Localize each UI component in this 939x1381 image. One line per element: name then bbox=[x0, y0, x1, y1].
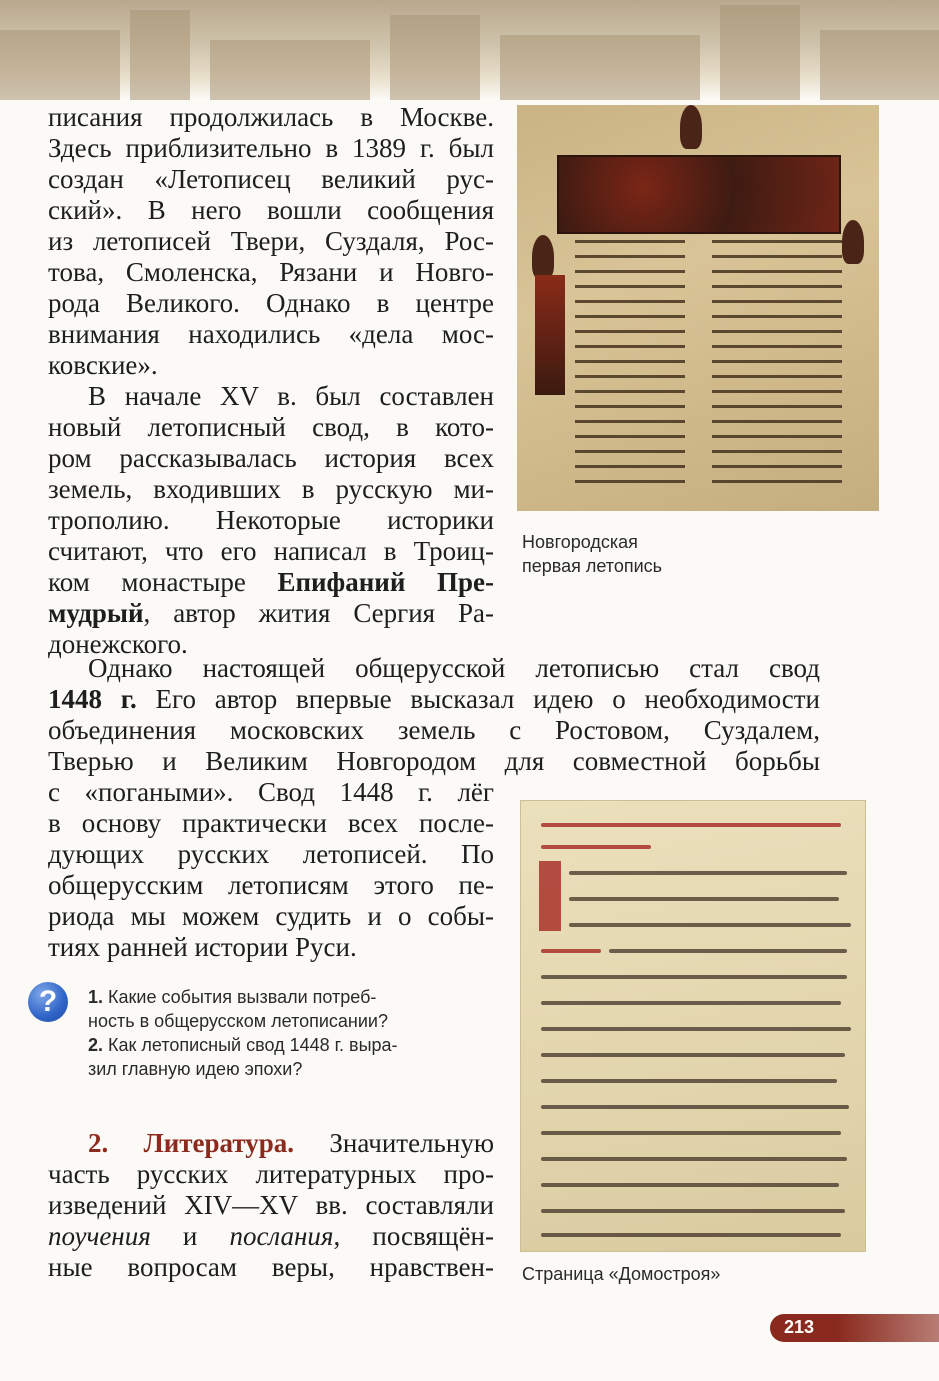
caption-novgorod: Новгородская первая летопись bbox=[522, 532, 663, 576]
paragraph-15th-century: В начале XV в. был составлен новый летописный свод, в кото- ром рассказывалась история всех земель, входивших в русскую ми- трополию. Некоторые историки считают, что его написал в Троиц- ком монастыре Епифаний Пре- мудрый, автор жития Сергия Ра- донежского. bbox=[48, 381, 494, 659]
domostroy-page-image bbox=[520, 800, 866, 1252]
caption-domostroy: Страница «Домостроя» bbox=[522, 1264, 721, 1284]
paragraph-1448-narrow: с «погаными». Свод 1448 г. лёг в основу практически всех после- дующих русских летописей. По общерусским летописям этого пе- риода мы можем судить и о собы- тиях ранней истории Руси. bbox=[48, 777, 494, 962]
page-number-badge bbox=[770, 1314, 939, 1342]
section-heading-literature: 2. Литература. bbox=[88, 1128, 295, 1158]
paragraph-moscow-chronicle: писания продолжилась в Москве. Здесь приблизительно в 1389 г. был создан «Летописец великий рус- ский». В него вошли сообщения из летописей Твери, Суздаля, Рос- това, Смоленска, Рязани и Новго- рода Великого. Однако в центре внимания находились «дела мос- ковские». bbox=[48, 102, 494, 380]
paragraph-1448-wide: Однако настоящей общерусской летописью стал свод 1448 г. Его автор впервые высказал идею о необходимости объединения московских земель с Ростовом, Суздалем, Тверью и Великим Новгородом для совместной борьбы bbox=[48, 653, 821, 776]
text-column bbox=[712, 240, 842, 495]
ornament bbox=[532, 235, 554, 279]
question-icon: ? bbox=[28, 982, 68, 1022]
ornament bbox=[842, 220, 864, 264]
review-questions: 1. Какие события вызвали потреб- ность в общерусском летописании? 2. Как летописный свод 1448 г. выра- зил главную идею эпохи? bbox=[88, 987, 398, 1079]
header-decoration bbox=[0, 0, 939, 100]
ornament bbox=[680, 105, 702, 149]
page-number: 213 bbox=[784, 1317, 815, 1337]
illuminated-headpiece bbox=[557, 155, 841, 234]
illuminated-initial bbox=[535, 275, 565, 395]
section-literature: 2. Литература. Значительную часть русских литературных про- изведений XIV—XV вв. составляли поучения и послания, посвящён- ные вопросам веры, нравствен- bbox=[48, 1128, 494, 1282]
name-epiphanius: Епифаний Пре- bbox=[277, 567, 494, 597]
year-1448: 1448 г. bbox=[48, 684, 137, 714]
text-column bbox=[575, 240, 685, 495]
novgorod-chronicle-image bbox=[517, 105, 879, 511]
